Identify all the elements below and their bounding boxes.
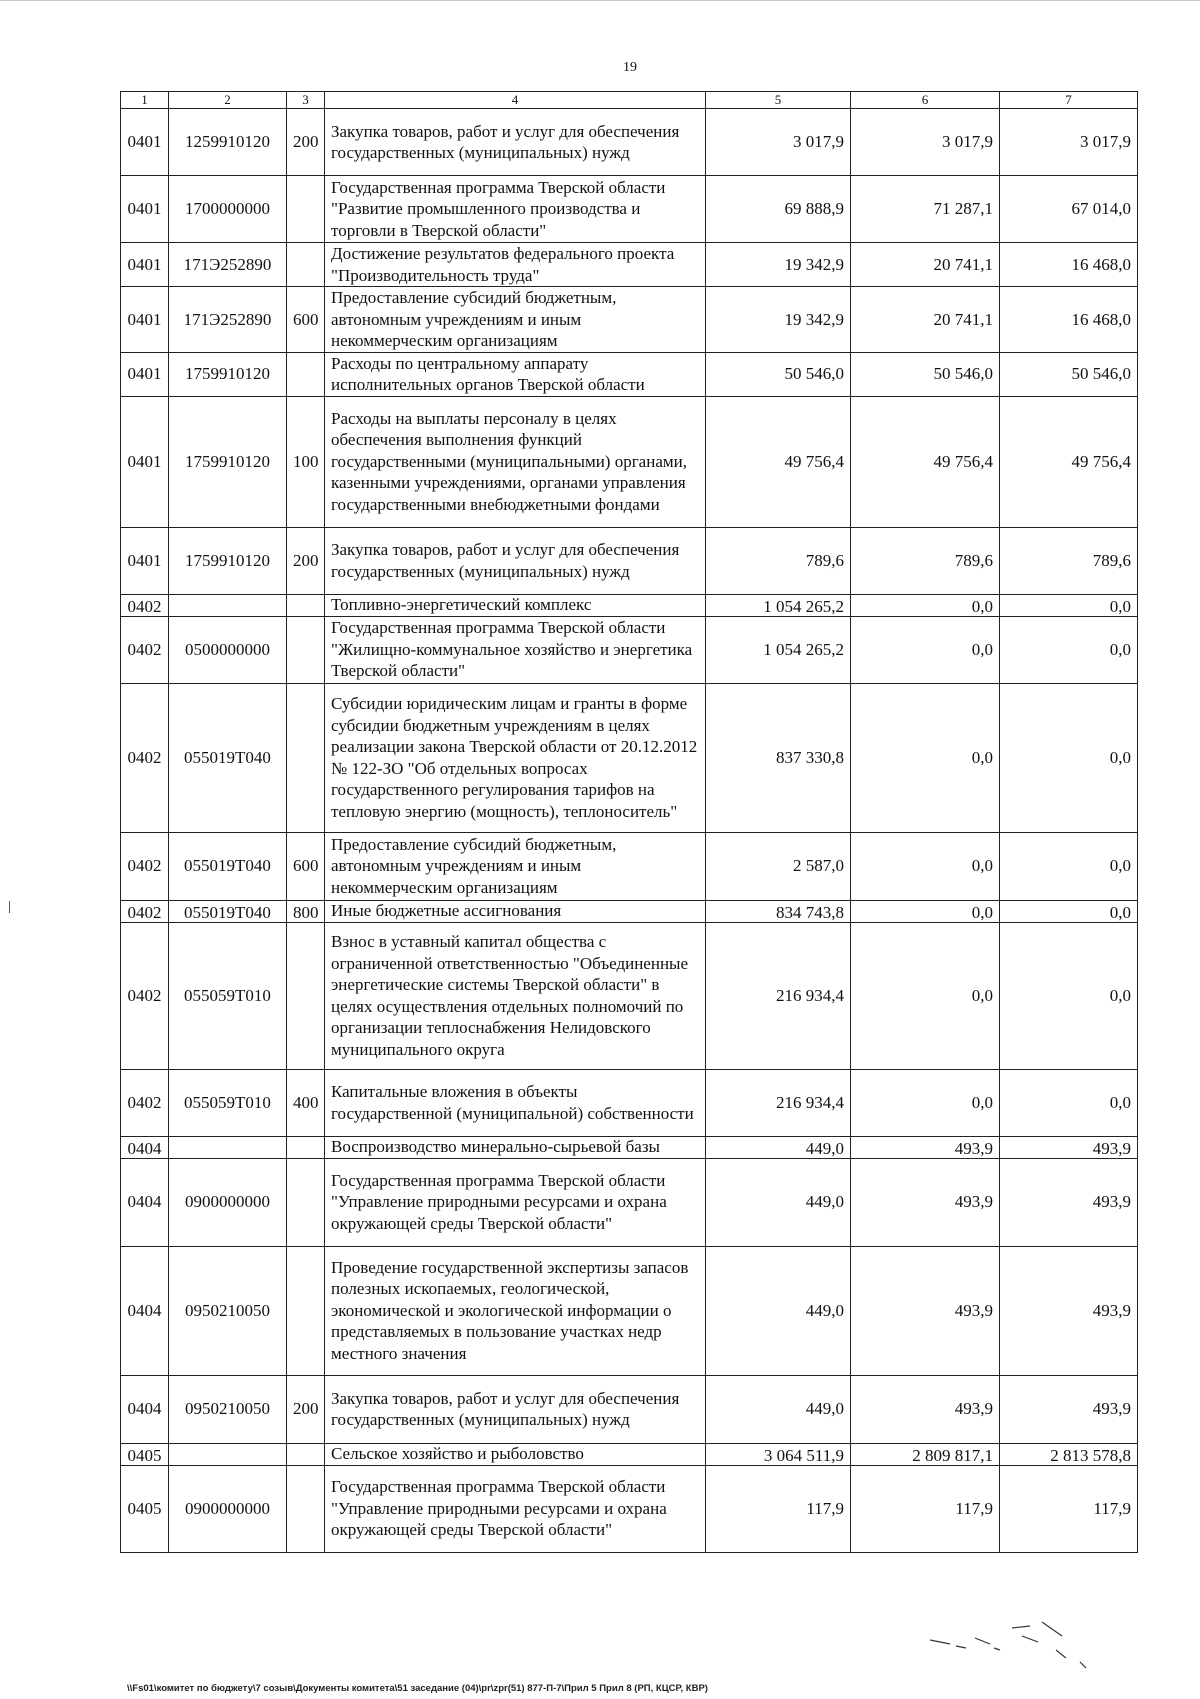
section-code-cell: 0404 — [121, 1136, 169, 1158]
amount-column-6-cell: 20 741,1 — [851, 243, 1000, 287]
item-name-cell: Государственная программа Тверской области "Жилищно-коммунальное хозяйство и энергетика Тверской области" — [325, 616, 706, 683]
table-row — [121, 832, 1138, 900]
amount-column-6-cell: 3 017,9 — [851, 109, 1000, 176]
amount-column-5-cell: 789,6 — [706, 527, 851, 594]
amount-column-6-cell: 0,0 — [851, 1069, 1000, 1136]
expense-kind-cell: 600 — [287, 832, 325, 900]
amount-column-6-cell: 493,9 — [851, 1136, 1000, 1158]
amount-column-5-cell: 449,0 — [706, 1136, 851, 1158]
amount-column-7-cell: 0,0 — [1000, 683, 1138, 832]
target-article-cell — [169, 594, 287, 616]
item-name-cell: Государственная программа Тверской области "Управление природными ресурсами и охрана окружающей среды Тверской области" — [325, 1465, 706, 1552]
item-name-cell: Капитальные вложения в объекты государственной (муниципальной) собственности — [325, 1069, 706, 1136]
amount-column-5-cell: 834 743,8 — [706, 900, 851, 922]
section-code-cell: 0402 — [121, 683, 169, 832]
target-article-cell: 055019Т040 — [169, 832, 287, 900]
item-name-cell: Субсидии юридическим лицам и гранты в форме субсидии бюджетным учреждениям в целях реализации закона Тверской области от 20.12.2012 № 122-ЗО "Об отдельных вопросах государственного регулирования тарифов на тепловую энергию (мощность), теплоноситель" — [325, 683, 706, 832]
target-article-cell: 1259910120 — [169, 109, 287, 176]
item-name-cell: Закупка товаров, работ и услуг для обеспечения государственных (муниципальных) нужд — [325, 1375, 706, 1443]
expense-kind-cell — [287, 1443, 325, 1465]
table-row — [121, 287, 1138, 353]
expense-kind-cell — [287, 922, 325, 1069]
amount-column-5-cell: 3 017,9 — [706, 109, 851, 176]
amount-column-5-cell: 837 330,8 — [706, 683, 851, 832]
column-header: 2 — [169, 92, 287, 109]
amount-column-7-cell: 0,0 — [1000, 900, 1138, 922]
table-row — [121, 594, 1138, 616]
signature-mark — [930, 1612, 1150, 1692]
table-row — [121, 176, 1138, 243]
item-name-cell: Государственная программа Тверской области "Управление природными ресурсами и охрана окружающей среды Тверской области" — [325, 1158, 706, 1246]
margin-mark — [9, 901, 10, 913]
expense-kind-cell: 200 — [287, 527, 325, 594]
amount-column-5-cell: 216 934,4 — [706, 1069, 851, 1136]
table-row — [121, 396, 1138, 527]
target-article-cell: 1759910120 — [169, 352, 287, 396]
expense-kind-cell — [287, 243, 325, 287]
table-row — [121, 1465, 1138, 1552]
table-row — [121, 922, 1138, 1069]
expense-kind-cell: 800 — [287, 900, 325, 922]
target-article-cell — [169, 1443, 287, 1465]
section-code-cell: 0401 — [121, 396, 169, 527]
item-name-cell: Взнос в уставный капитал общества с ограниченной ответственностью "Объединенные энергетические системы Тверской области" в целях осуществления отдельных полномочий по организации теплоснабжения Нелидовского муниципального округа — [325, 922, 706, 1069]
target-article-cell: 1759910120 — [169, 527, 287, 594]
expense-kind-cell — [287, 616, 325, 683]
target-article-cell: 0950210050 — [169, 1246, 287, 1375]
column-header: 3 — [287, 92, 325, 109]
section-code-cell: 0404 — [121, 1375, 169, 1443]
expense-kind-cell: 600 — [287, 287, 325, 353]
expense-kind-cell: 100 — [287, 396, 325, 527]
top-border-line — [0, 0, 1200, 1]
section-code-cell: 0402 — [121, 594, 169, 616]
section-code-cell: 0401 — [121, 527, 169, 594]
amount-column-6-cell: 789,6 — [851, 527, 1000, 594]
item-name-cell: Воспроизводство минерально-сырьевой базы — [325, 1136, 706, 1158]
amount-column-6-cell: 117,9 — [851, 1465, 1000, 1552]
amount-column-6-cell: 50 546,0 — [851, 352, 1000, 396]
expense-kind-cell — [287, 1246, 325, 1375]
amount-column-5-cell: 449,0 — [706, 1158, 851, 1246]
section-code-cell: 0402 — [121, 922, 169, 1069]
table-row — [121, 527, 1138, 594]
target-article-cell: 171Э252890 — [169, 287, 287, 353]
amount-column-7-cell: 493,9 — [1000, 1158, 1138, 1246]
amount-column-6-cell: 493,9 — [851, 1158, 1000, 1246]
table-body — [121, 109, 1138, 1553]
amount-column-7-cell: 2 813 578,8 — [1000, 1443, 1138, 1465]
target-article-cell: 0900000000 — [169, 1465, 287, 1552]
target-article-cell: 1759910120 — [169, 396, 287, 527]
amount-column-6-cell: 49 756,4 — [851, 396, 1000, 527]
amount-column-7-cell: 0,0 — [1000, 922, 1138, 1069]
column-header: 1 — [121, 92, 169, 109]
item-name-cell: Закупка товаров, работ и услуг для обеспечения государственных (муниципальных) нужд — [325, 109, 706, 176]
table-row — [121, 1375, 1138, 1443]
amount-column-7-cell: 3 017,9 — [1000, 109, 1138, 176]
amount-column-6-cell: 71 287,1 — [851, 176, 1000, 243]
target-article-cell: 1700000000 — [169, 176, 287, 243]
target-article-cell: 055019Т040 — [169, 900, 287, 922]
amount-column-5-cell: 1 054 265,2 — [706, 616, 851, 683]
section-code-cell: 0401 — [121, 352, 169, 396]
item-name-cell: Государственная программа Тверской области "Развитие промышленного производства и торговли в Тверской области" — [325, 176, 706, 243]
amount-column-5-cell: 19 342,9 — [706, 243, 851, 287]
expense-kind-cell — [287, 1465, 325, 1552]
expense-kind-cell: 200 — [287, 1375, 325, 1443]
section-code-cell: 0405 — [121, 1465, 169, 1552]
item-name-cell: Расходы на выплаты персоналу в целях обеспечения выполнения функций государственными (муниципальными) органами, казенными учреждениями, органами управления государственными внебюджетными фондами — [325, 396, 706, 527]
amount-column-7-cell: 0,0 — [1000, 616, 1138, 683]
amount-column-5-cell: 69 888,9 — [706, 176, 851, 243]
section-code-cell: 0402 — [121, 616, 169, 683]
amount-column-7-cell: 789,6 — [1000, 527, 1138, 594]
column-header: 6 — [851, 92, 1000, 109]
amount-column-7-cell: 16 468,0 — [1000, 287, 1138, 353]
section-code-cell: 0402 — [121, 832, 169, 900]
item-name-cell: Предоставление субсидий бюджетным, автономным учреждениям и иным некоммерческим организациям — [325, 287, 706, 353]
amount-column-5-cell: 49 756,4 — [706, 396, 851, 527]
amount-column-5-cell: 3 064 511,9 — [706, 1443, 851, 1465]
section-code-cell: 0401 — [121, 176, 169, 243]
item-name-cell: Предоставление субсидий бюджетным, автономным учреждениям и иным некоммерческим организациям — [325, 832, 706, 900]
column-header: 5 — [706, 92, 851, 109]
page-number: 19 — [623, 60, 637, 75]
item-name-cell: Закупка товаров, работ и услуг для обеспечения государственных (муниципальных) нужд — [325, 527, 706, 594]
amount-column-6-cell: 20 741,1 — [851, 287, 1000, 353]
amount-column-7-cell: 117,9 — [1000, 1465, 1138, 1552]
table-row — [121, 109, 1138, 176]
budget-table — [120, 91, 1138, 1553]
amount-column-5-cell: 2 587,0 — [706, 832, 851, 900]
target-article-cell: 171Э252890 — [169, 243, 287, 287]
table-row — [121, 1158, 1138, 1246]
expense-kind-cell — [287, 352, 325, 396]
target-article-cell — [169, 1136, 287, 1158]
target-article-cell: 0900000000 — [169, 1158, 287, 1246]
amount-column-7-cell: 493,9 — [1000, 1136, 1138, 1158]
section-code-cell: 0404 — [121, 1158, 169, 1246]
amount-column-7-cell: 16 468,0 — [1000, 243, 1138, 287]
expense-kind-cell: 200 — [287, 109, 325, 176]
amount-column-7-cell: 493,9 — [1000, 1246, 1138, 1375]
amount-column-7-cell: 0,0 — [1000, 832, 1138, 900]
section-code-cell: 0404 — [121, 1246, 169, 1375]
section-code-cell: 0401 — [121, 243, 169, 287]
amount-column-6-cell: 0,0 — [851, 832, 1000, 900]
column-header: 7 — [1000, 92, 1138, 109]
section-code-cell: 0405 — [121, 1443, 169, 1465]
amount-column-5-cell: 449,0 — [706, 1246, 851, 1375]
table-row — [121, 1443, 1138, 1465]
amount-column-6-cell: 493,9 — [851, 1246, 1000, 1375]
amount-column-6-cell: 0,0 — [851, 594, 1000, 616]
amount-column-7-cell: 67 014,0 — [1000, 176, 1138, 243]
amount-column-5-cell: 19 342,9 — [706, 287, 851, 353]
table-row — [121, 1246, 1138, 1375]
amount-column-5-cell: 50 546,0 — [706, 352, 851, 396]
table-row — [121, 352, 1138, 396]
amount-column-7-cell: 0,0 — [1000, 1069, 1138, 1136]
table-row — [121, 616, 1138, 683]
section-code-cell: 0402 — [121, 900, 169, 922]
amount-column-6-cell: 493,9 — [851, 1375, 1000, 1443]
target-article-cell: 055019Т040 — [169, 683, 287, 832]
item-name-cell: Достижение результатов федерального проекта "Производительность труда" — [325, 243, 706, 287]
amount-column-7-cell: 0,0 — [1000, 594, 1138, 616]
section-code-cell: 0402 — [121, 1069, 169, 1136]
table-row — [121, 683, 1138, 832]
amount-column-7-cell: 493,9 — [1000, 1375, 1138, 1443]
target-article-cell: 0500000000 — [169, 616, 287, 683]
column-header: 4 — [325, 92, 706, 109]
file-path-footer: \\Fs01\комитет по бюджету\7 созыв\Документы комитета\51 заседание (04)\pr\zpr(51) 877-П-7\Прил 5 Прил 8 (РП, КЦСР, КВР) — [127, 1683, 708, 1694]
amount-column-7-cell: 50 546,0 — [1000, 352, 1138, 396]
amount-column-7-cell: 49 756,4 — [1000, 396, 1138, 527]
table-row — [121, 243, 1138, 287]
amount-column-6-cell: 0,0 — [851, 900, 1000, 922]
section-code-cell: 0401 — [121, 287, 169, 353]
table-row — [121, 1136, 1138, 1158]
expense-kind-cell — [287, 176, 325, 243]
expense-kind-cell: 400 — [287, 1069, 325, 1136]
expense-kind-cell — [287, 683, 325, 832]
header-row — [121, 92, 1138, 109]
amount-column-6-cell: 0,0 — [851, 683, 1000, 832]
item-name-cell: Расходы по центральному аппарату исполнительных органов Тверской области — [325, 352, 706, 396]
target-article-cell: 055059Т010 — [169, 1069, 287, 1136]
item-name-cell: Топливно-энергетический комплекс — [325, 594, 706, 616]
expense-kind-cell — [287, 1158, 325, 1246]
amount-column-6-cell: 0,0 — [851, 616, 1000, 683]
item-name-cell: Проведение государственной экспертизы запасов полезных ископаемых, геологической, экономической и экологической информации о представляемых в пользование участках недр местного значения — [325, 1246, 706, 1375]
amount-column-6-cell: 0,0 — [851, 922, 1000, 1069]
section-code-cell: 0401 — [121, 109, 169, 176]
item-name-cell: Иные бюджетные ассигнования — [325, 900, 706, 922]
amount-column-5-cell: 216 934,4 — [706, 922, 851, 1069]
table-row — [121, 900, 1138, 922]
target-article-cell: 055059Т010 — [169, 922, 287, 1069]
amount-column-5-cell: 449,0 — [706, 1375, 851, 1443]
target-article-cell: 0950210050 — [169, 1375, 287, 1443]
amount-column-5-cell: 117,9 — [706, 1465, 851, 1552]
amount-column-6-cell: 2 809 817,1 — [851, 1443, 1000, 1465]
expense-kind-cell — [287, 1136, 325, 1158]
amount-column-5-cell: 1 054 265,2 — [706, 594, 851, 616]
table-row — [121, 1069, 1138, 1136]
expense-kind-cell — [287, 594, 325, 616]
item-name-cell: Сельское хозяйство и рыболовство — [325, 1443, 706, 1465]
